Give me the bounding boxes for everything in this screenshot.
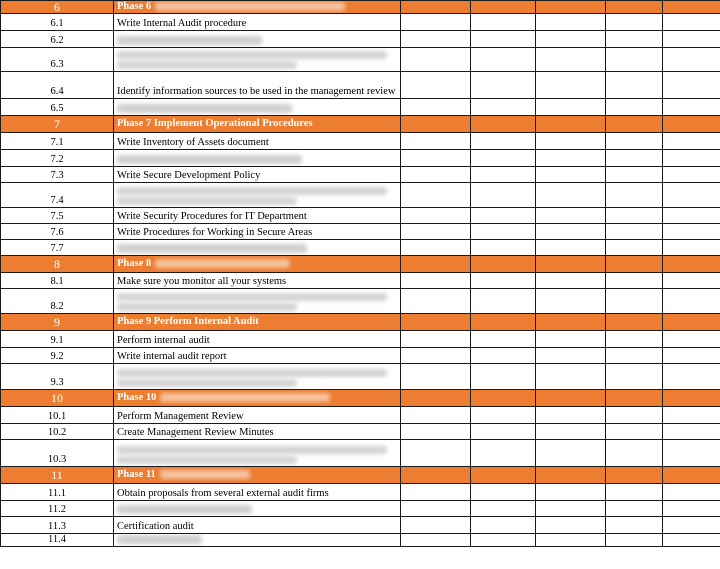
- empty-cell: [536, 167, 606, 183]
- row-number: 8.2: [1, 289, 114, 314]
- redacted-text: [117, 104, 292, 113]
- task-description: [114, 72, 401, 99]
- row-number: 7.7: [1, 240, 114, 256]
- empty-cell: [471, 331, 536, 348]
- task-row: [1, 72, 720, 99]
- empty-cell: [606, 72, 663, 99]
- task-row: [1, 99, 720, 116]
- phase-row: [1, 467, 720, 484]
- empty-cell: [536, 150, 606, 167]
- task-row: [1, 407, 720, 424]
- empty-cell: [606, 116, 663, 133]
- empty-cell: [606, 208, 663, 224]
- empty-cell: [401, 314, 471, 331]
- empty-cell: [471, 348, 536, 364]
- empty-cell: [606, 501, 663, 517]
- empty-cell: [606, 314, 663, 331]
- empty-cell: [401, 467, 471, 484]
- row-number: 6.2: [1, 31, 114, 48]
- empty-cell: [606, 1, 663, 14]
- task-description: [114, 31, 401, 48]
- empty-cell: [471, 150, 536, 167]
- empty-cell: [663, 407, 720, 424]
- cell-text: Phase 11: [117, 469, 156, 480]
- empty-cell: [536, 348, 606, 364]
- empty-cell: [606, 364, 663, 390]
- empty-cell: [471, 424, 536, 440]
- row-number: 11.4: [1, 534, 114, 547]
- redacted-text: [117, 446, 387, 454]
- task-row: [1, 150, 720, 167]
- empty-cell: [471, 31, 536, 48]
- empty-cell: [606, 331, 663, 348]
- empty-cell: [663, 72, 720, 99]
- empty-cell: [471, 501, 536, 517]
- row-number: 7.4: [1, 183, 114, 208]
- empty-cell: [606, 534, 663, 547]
- row-number: 6.4: [1, 72, 114, 99]
- empty-cell: [606, 484, 663, 501]
- empty-cell: [606, 31, 663, 48]
- phase-row: [1, 256, 720, 273]
- empty-cell: [606, 256, 663, 273]
- empty-cell: [401, 424, 471, 440]
- empty-cell: [663, 484, 720, 501]
- empty-cell: [606, 467, 663, 484]
- empty-cell: [536, 224, 606, 240]
- cell-text: Certification audit: [117, 521, 194, 532]
- cell-text: Obtain proposals from several external audit firms: [117, 488, 329, 499]
- empty-cell: [471, 484, 536, 501]
- empty-cell: [536, 501, 606, 517]
- empty-cell: [536, 240, 606, 256]
- empty-cell: [536, 390, 606, 407]
- empty-cell: [606, 183, 663, 208]
- cell-text: Phase 10: [117, 392, 157, 403]
- phase-title: [114, 256, 401, 273]
- row-number: 9.3: [1, 364, 114, 390]
- redacted-text: [117, 51, 387, 59]
- empty-cell: [663, 48, 720, 72]
- empty-cell: [401, 484, 471, 501]
- phase-row: [1, 390, 720, 407]
- phase-row: [1, 116, 720, 133]
- empty-cell: [606, 289, 663, 314]
- empty-cell: [471, 364, 536, 390]
- row-number: 7.5: [1, 208, 114, 224]
- row-number: 11.3: [1, 517, 114, 534]
- redacted-text: [117, 369, 387, 377]
- task-row: [1, 289, 720, 314]
- empty-cell: [536, 1, 606, 14]
- redacted-text: [117, 456, 297, 464]
- empty-cell: [536, 534, 606, 547]
- row-number: 9.1: [1, 331, 114, 348]
- empty-cell: [536, 314, 606, 331]
- empty-cell: [663, 440, 720, 467]
- empty-cell: [471, 240, 536, 256]
- row-number: 6.5: [1, 99, 114, 116]
- redacted-text: [117, 244, 307, 253]
- cell-text: Write Internal Audit procedure: [117, 18, 247, 29]
- task-row: [1, 534, 720, 547]
- empty-cell: [606, 224, 663, 240]
- empty-cell: [663, 167, 720, 183]
- empty-cell: [606, 99, 663, 116]
- empty-cell: [471, 133, 536, 150]
- empty-cell: [663, 364, 720, 390]
- task-row: [1, 273, 720, 289]
- empty-cell: [401, 183, 471, 208]
- task-row: [1, 224, 720, 240]
- redacted-text: [117, 303, 297, 311]
- empty-cell: [471, 167, 536, 183]
- task-row: [1, 331, 720, 348]
- empty-cell: [401, 31, 471, 48]
- empty-cell: [606, 407, 663, 424]
- empty-cell: [401, 72, 471, 99]
- empty-cell: [401, 331, 471, 348]
- row-number: 11.2: [1, 501, 114, 517]
- empty-cell: [536, 31, 606, 48]
- task-description: [114, 331, 401, 348]
- empty-cell: [401, 440, 471, 467]
- redacted-text: [155, 2, 345, 11]
- task-description: [114, 133, 401, 150]
- empty-cell: [606, 440, 663, 467]
- task-description: [114, 167, 401, 183]
- cell-text: Write Secure Development Policy: [117, 170, 261, 181]
- empty-cell: [536, 99, 606, 116]
- empty-cell: [401, 364, 471, 390]
- empty-cell: [471, 116, 536, 133]
- empty-cell: [536, 484, 606, 501]
- row-number: 8: [1, 256, 114, 273]
- empty-cell: [663, 467, 720, 484]
- empty-cell: [663, 133, 720, 150]
- empty-cell: [663, 208, 720, 224]
- row-number: 10: [1, 390, 114, 407]
- task-description: [114, 14, 401, 31]
- task-description: [114, 348, 401, 364]
- redacted-text: [117, 379, 297, 387]
- task-row: [1, 240, 720, 256]
- cell-text: Perform Management Review: [117, 411, 244, 422]
- task-row: [1, 348, 720, 364]
- empty-cell: [536, 116, 606, 133]
- task-description: [114, 99, 401, 116]
- cell-text: Perform internal audit: [117, 335, 210, 346]
- empty-cell: [663, 1, 720, 14]
- redacted-text: [117, 155, 302, 164]
- empty-cell: [401, 224, 471, 240]
- empty-cell: [663, 534, 720, 547]
- row-number: 11: [1, 467, 114, 484]
- empty-cell: [471, 289, 536, 314]
- empty-cell: [471, 517, 536, 534]
- empty-cell: [536, 133, 606, 150]
- cell-text: Identify information sources to be used in the management review: [117, 86, 396, 97]
- empty-cell: [471, 72, 536, 99]
- empty-cell: [663, 517, 720, 534]
- empty-cell: [606, 273, 663, 289]
- empty-cell: [471, 407, 536, 424]
- row-number: 10.3: [1, 440, 114, 467]
- empty-cell: [401, 273, 471, 289]
- redacted-text: [117, 187, 387, 195]
- empty-cell: [401, 240, 471, 256]
- empty-cell: [471, 14, 536, 31]
- empty-cell: [663, 424, 720, 440]
- empty-cell: [606, 517, 663, 534]
- empty-cell: [663, 314, 720, 331]
- empty-cell: [663, 240, 720, 256]
- empty-cell: [536, 208, 606, 224]
- empty-cell: [401, 289, 471, 314]
- phase-row: [1, 1, 720, 14]
- empty-cell: [536, 364, 606, 390]
- empty-cell: [401, 407, 471, 424]
- empty-cell: [401, 517, 471, 534]
- empty-cell: [663, 273, 720, 289]
- task-row: [1, 364, 720, 390]
- redacted-text: [117, 293, 387, 301]
- empty-cell: [401, 348, 471, 364]
- task-description: [114, 208, 401, 224]
- empty-cell: [401, 14, 471, 31]
- empty-cell: [663, 14, 720, 31]
- redacted-text: [117, 535, 202, 544]
- task-description: [114, 501, 401, 517]
- empty-cell: [663, 99, 720, 116]
- empty-cell: [536, 289, 606, 314]
- phase-title: [114, 1, 401, 14]
- cell-text: Phase 8: [117, 258, 152, 269]
- empty-cell: [536, 273, 606, 289]
- cell-text: Write Security Procedures for IT Department: [117, 211, 307, 222]
- phase-title: [114, 314, 401, 331]
- cell-text: Write internal audit report: [117, 351, 227, 362]
- empty-cell: [471, 183, 536, 208]
- empty-cell: [471, 390, 536, 407]
- empty-cell: [536, 14, 606, 31]
- empty-cell: [663, 289, 720, 314]
- empty-cell: [471, 440, 536, 467]
- task-row: [1, 208, 720, 224]
- row-number: 10.2: [1, 424, 114, 440]
- row-number: 8.1: [1, 273, 114, 289]
- empty-cell: [606, 150, 663, 167]
- row-number: 7.1: [1, 133, 114, 150]
- empty-cell: [663, 150, 720, 167]
- empty-cell: [606, 348, 663, 364]
- redacted-text: [117, 36, 262, 45]
- task-description: [114, 183, 401, 208]
- empty-cell: [606, 240, 663, 256]
- row-number: 6.1: [1, 14, 114, 31]
- empty-cell: [536, 407, 606, 424]
- cell-text: Phase 6: [117, 1, 152, 12]
- redacted-text: [117, 61, 297, 69]
- empty-cell: [471, 48, 536, 72]
- redacted-text: [160, 393, 330, 402]
- task-description: [114, 517, 401, 534]
- row-number: 7.6: [1, 224, 114, 240]
- cell-text: Write Procedures for Working in Secure Areas: [117, 227, 313, 238]
- empty-cell: [471, 467, 536, 484]
- row-number: 9.2: [1, 348, 114, 364]
- empty-cell: [606, 167, 663, 183]
- task-row: [1, 517, 720, 534]
- task-description: [114, 484, 401, 501]
- row-number: 9: [1, 314, 114, 331]
- empty-cell: [536, 183, 606, 208]
- phase-title: [114, 390, 401, 407]
- empty-cell: [401, 256, 471, 273]
- empty-cell: [606, 48, 663, 72]
- cell-text: Make sure you monitor all your systems: [117, 276, 287, 287]
- task-description: [114, 440, 401, 467]
- empty-cell: [663, 31, 720, 48]
- task-description: [114, 534, 401, 547]
- row-number: 6: [1, 1, 114, 14]
- empty-cell: [471, 534, 536, 547]
- empty-cell: [663, 390, 720, 407]
- empty-cell: [401, 133, 471, 150]
- empty-cell: [471, 273, 536, 289]
- empty-cell: [536, 424, 606, 440]
- cell-text: Phase 7 Implement Operational Procedures: [117, 118, 313, 129]
- empty-cell: [401, 99, 471, 116]
- task-description: [114, 424, 401, 440]
- task-row: [1, 167, 720, 183]
- empty-cell: [401, 116, 471, 133]
- empty-cell: [536, 467, 606, 484]
- empty-cell: [471, 99, 536, 116]
- empty-cell: [536, 517, 606, 534]
- task-row: [1, 31, 720, 48]
- table-body: [1, 1, 720, 547]
- empty-cell: [606, 133, 663, 150]
- empty-cell: [471, 208, 536, 224]
- row-number: 11.1: [1, 484, 114, 501]
- task-description: [114, 364, 401, 390]
- task-row: [1, 48, 720, 72]
- row-number: 6.3: [1, 48, 114, 72]
- empty-cell: [471, 1, 536, 14]
- empty-cell: [401, 48, 471, 72]
- empty-cell: [536, 256, 606, 273]
- task-description: [114, 150, 401, 167]
- empty-cell: [401, 208, 471, 224]
- redacted-text: [155, 259, 290, 268]
- empty-cell: [536, 331, 606, 348]
- empty-cell: [663, 183, 720, 208]
- empty-cell: [663, 348, 720, 364]
- empty-cell: [401, 150, 471, 167]
- task-row: [1, 501, 720, 517]
- redacted-text: [117, 505, 252, 514]
- empty-cell: [663, 224, 720, 240]
- row-number: 7.2: [1, 150, 114, 167]
- empty-cell: [471, 256, 536, 273]
- phase-title: [114, 467, 401, 484]
- task-row: [1, 183, 720, 208]
- task-description: [114, 407, 401, 424]
- phase-row: [1, 314, 720, 331]
- phase-title: [114, 116, 401, 133]
- empty-cell: [536, 440, 606, 467]
- task-description: [114, 289, 401, 314]
- empty-cell: [471, 224, 536, 240]
- task-row: [1, 14, 720, 31]
- task-row: [1, 133, 720, 150]
- task-description: [114, 240, 401, 256]
- empty-cell: [606, 390, 663, 407]
- empty-cell: [401, 390, 471, 407]
- empty-cell: [663, 501, 720, 517]
- task-description: [114, 273, 401, 289]
- empty-cell: [401, 167, 471, 183]
- cell-text: Write Inventory of Assets document: [117, 137, 269, 148]
- empty-cell: [401, 534, 471, 547]
- row-number: 7.3: [1, 167, 114, 183]
- row-number: 7: [1, 116, 114, 133]
- task-description: [114, 48, 401, 72]
- empty-cell: [663, 331, 720, 348]
- empty-cell: [401, 1, 471, 14]
- empty-cell: [663, 256, 720, 273]
- empty-cell: [663, 116, 720, 133]
- empty-cell: [536, 72, 606, 99]
- empty-cell: [606, 424, 663, 440]
- task-row: [1, 440, 720, 467]
- empty-cell: [606, 14, 663, 31]
- row-number: 10.1: [1, 407, 114, 424]
- empty-cell: [536, 48, 606, 72]
- cell-text: Phase 9 Perform Internal Audit: [117, 316, 259, 327]
- task-description: [114, 224, 401, 240]
- task-row: [1, 424, 720, 440]
- cell-text: Create Management Review Minutes: [117, 427, 274, 438]
- empty-cell: [471, 314, 536, 331]
- redacted-text: [160, 470, 250, 479]
- empty-cell: [401, 501, 471, 517]
- redacted-text: [117, 197, 297, 205]
- task-row: [1, 484, 720, 501]
